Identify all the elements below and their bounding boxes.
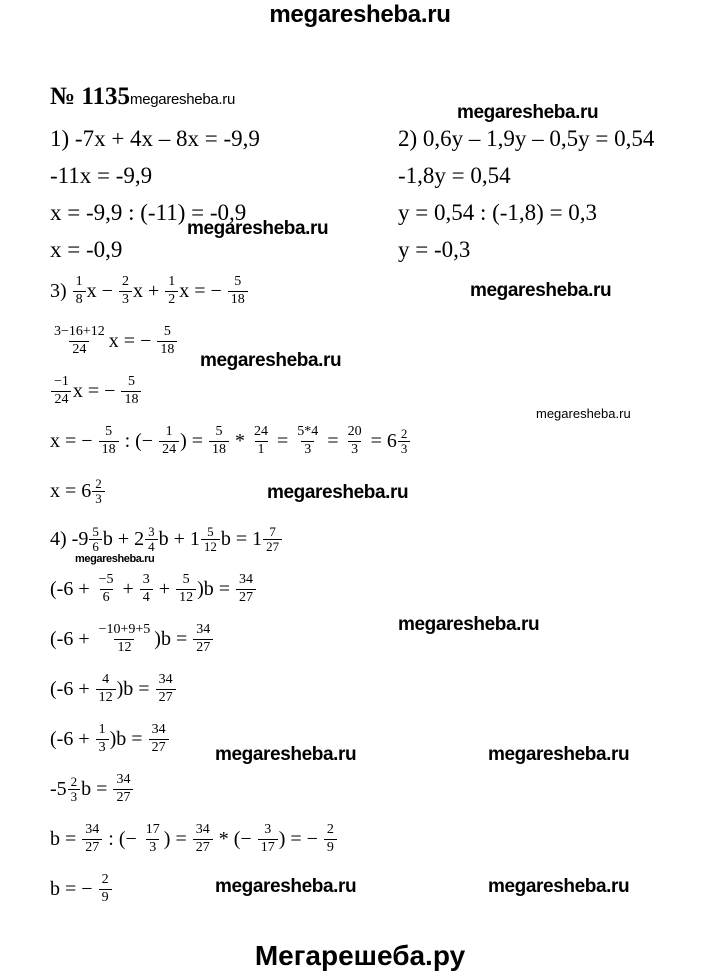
fraction: $\frac{34}{27}$ bbox=[113, 772, 133, 805]
fraction: $\frac{3-16+12}{24}$ bbox=[54, 324, 105, 357]
math-text: b = bbox=[81, 777, 113, 800]
problem-heading bbox=[50, 82, 235, 112]
math-text: 1) -7x + 4x – 8x = -9,9 bbox=[50, 125, 260, 151]
math-line bbox=[50, 764, 338, 814]
math-text: (-6 + bbox=[50, 727, 95, 750]
math-text: 4) - bbox=[50, 527, 79, 550]
mixed-number bbox=[57, 775, 82, 803]
solution-part-3 bbox=[50, 266, 411, 516]
math-text: 3) bbox=[50, 279, 72, 302]
math-text: b = bbox=[50, 827, 82, 850]
math-text: (-6 + bbox=[50, 677, 95, 700]
problem-number: № 1135 bbox=[50, 83, 130, 110]
math-line bbox=[50, 814, 338, 864]
math-text: )b = bbox=[154, 627, 193, 650]
mixed-number-whole: 6 bbox=[386, 429, 397, 452]
math-line bbox=[50, 614, 338, 664]
site-watermark-inline: megaresheba.ru bbox=[130, 91, 236, 108]
math-line bbox=[50, 120, 260, 157]
fraction: $\frac{5}{12}$ bbox=[176, 572, 196, 605]
math-text: )b = bbox=[197, 577, 236, 600]
site-watermark: megaresheba.ru bbox=[398, 614, 540, 635]
site-watermark: megaresheba.ru bbox=[470, 280, 612, 301]
fraction: $\frac{1}{24}$ bbox=[159, 424, 179, 457]
math-text: )b = bbox=[116, 677, 155, 700]
site-watermark: megaresheba.ru bbox=[215, 876, 357, 897]
math-text: -11x = -9,9 bbox=[50, 162, 153, 188]
math-text: x = − bbox=[108, 329, 157, 352]
math-line bbox=[398, 120, 654, 157]
math-text: - bbox=[50, 777, 57, 800]
math-text: * bbox=[230, 429, 251, 452]
fraction: $\frac{2}{3}$ bbox=[398, 427, 411, 455]
fraction: $\frac{4}{12}$ bbox=[96, 672, 116, 705]
math-line bbox=[398, 194, 654, 231]
mixed-number bbox=[78, 525, 103, 553]
math-line bbox=[398, 157, 654, 194]
fraction: $\frac{2}{3}$ bbox=[68, 775, 81, 803]
site-watermark: megaresheba.ru bbox=[215, 744, 357, 765]
mixed-number bbox=[190, 525, 221, 553]
math-text: -1,8y = 0,54 bbox=[398, 162, 511, 188]
math-line bbox=[50, 664, 338, 714]
mixed-number-whole: 6 bbox=[81, 479, 92, 502]
math-text: (-6 + bbox=[50, 627, 95, 650]
solution-part-1 bbox=[50, 120, 260, 268]
fraction: $\frac{2}{9}$ bbox=[99, 872, 112, 905]
math-text: y = 0,54 : (-1,8) = 0,3 bbox=[398, 199, 598, 225]
fraction: $\frac{24}{1}$ bbox=[254, 424, 269, 457]
math-line bbox=[398, 231, 654, 268]
math-text: : (− bbox=[119, 429, 159, 452]
site-watermark: megaresheba.ru bbox=[267, 482, 409, 503]
fraction: $\frac{17}{3}$ bbox=[145, 822, 160, 855]
fraction: $\frac{34}{27}$ bbox=[82, 822, 102, 855]
fraction: $\frac{34}{27}$ bbox=[193, 822, 213, 855]
fraction: $\frac{2}{3}$ bbox=[119, 274, 132, 307]
fraction: $\frac{1}{3}$ bbox=[96, 722, 109, 755]
site-watermark: megaresheba.ru bbox=[75, 553, 155, 565]
math-text: x − bbox=[86, 279, 118, 302]
math-text: x = − bbox=[50, 429, 98, 452]
math-line bbox=[50, 157, 260, 194]
fraction: $\frac{3}{4}$ bbox=[145, 525, 158, 553]
math-text: + bbox=[117, 577, 139, 600]
math-text: : (− bbox=[103, 827, 142, 850]
solution-part-4 bbox=[50, 514, 338, 914]
fraction: $\frac{5}{18}$ bbox=[99, 424, 119, 457]
math-text: x = − bbox=[72, 379, 121, 402]
fraction: $\frac{34}{27}$ bbox=[149, 722, 169, 755]
math-line bbox=[50, 266, 411, 316]
site-watermark: megaresheba.ru bbox=[488, 744, 630, 765]
math-line bbox=[50, 416, 411, 466]
math-text: x = -9,9 : (-11) = -0,9 bbox=[50, 199, 247, 225]
fraction: $\frac{5}{18}$ bbox=[228, 274, 248, 307]
site-watermark: megaresheba.ru bbox=[200, 350, 342, 371]
fraction: $\frac{1}{2}$ bbox=[165, 274, 178, 307]
math-text: x + bbox=[132, 279, 165, 302]
fraction: $\frac{5}{12}$ bbox=[201, 525, 220, 553]
math-line bbox=[50, 564, 338, 614]
solution-part-2 bbox=[398, 120, 654, 268]
fraction: $\frac{1}{8}$ bbox=[73, 274, 86, 307]
fraction: $\frac{2}{9}$ bbox=[324, 822, 337, 855]
mixed-number bbox=[387, 427, 412, 455]
fraction: $\frac{2}{3}$ bbox=[92, 477, 105, 505]
fraction: $\frac{5}{18}$ bbox=[157, 324, 177, 357]
site-footer: Мегарешеба.ру bbox=[254, 940, 466, 971]
site-watermark: megaresheba.ru bbox=[187, 218, 329, 239]
mixed-number-whole: 1 bbox=[189, 527, 200, 550]
mixed-number-whole: 9 bbox=[78, 527, 89, 550]
mixed-number bbox=[252, 525, 283, 553]
math-text: = bbox=[322, 429, 344, 452]
math-line bbox=[50, 366, 411, 416]
mixed-number bbox=[81, 477, 106, 505]
mixed-number-whole: 1 bbox=[252, 527, 263, 550]
fraction: $\frac{5*4}{3}$ bbox=[297, 424, 319, 457]
site-watermark: megaresheba.ru bbox=[488, 876, 630, 897]
fraction: $\frac{-10+9+5}{12}$ bbox=[98, 622, 151, 655]
math-text: x = bbox=[50, 479, 82, 502]
fraction: $\frac{3}{17}$ bbox=[258, 822, 278, 855]
math-text: 2) 0,6y – 1,9y – 0,5y = 0,54 bbox=[398, 125, 655, 151]
site-watermark: megaresheba.ru bbox=[536, 406, 631, 421]
math-text: y = -0,3 bbox=[398, 236, 471, 262]
math-text: x = − bbox=[179, 279, 227, 302]
math-text: b = bbox=[220, 527, 253, 550]
fraction: $\frac{3}{4}$ bbox=[140, 572, 153, 605]
math-text: x = -0,9 bbox=[50, 236, 123, 262]
math-text: = bbox=[272, 429, 294, 452]
fraction: $\frac{34}{27}$ bbox=[193, 622, 213, 655]
math-text: b + bbox=[102, 527, 135, 550]
fraction: $\frac{34}{27}$ bbox=[236, 572, 256, 605]
fraction: $\frac{34}{27}$ bbox=[156, 672, 176, 705]
fraction: $\frac{20}{3}$ bbox=[347, 424, 362, 457]
fraction: $\frac{7}{27}$ bbox=[263, 525, 282, 553]
math-text: * (− bbox=[213, 827, 257, 850]
fraction: $\frac{5}{6}$ bbox=[89, 525, 102, 553]
fraction: $\frac{5}{18}$ bbox=[209, 424, 229, 457]
math-text: + bbox=[153, 577, 176, 600]
mixed-number bbox=[134, 525, 159, 553]
fraction: $\frac{-1}{24}$ bbox=[51, 374, 72, 407]
math-text: (-6 + bbox=[50, 577, 95, 600]
math-text: ) = bbox=[180, 429, 209, 452]
mixed-number-whole: 5 bbox=[56, 777, 67, 800]
math-text: ) = bbox=[163, 827, 192, 850]
math-text: b = − bbox=[50, 877, 98, 900]
site-watermark: megaresheba.ru bbox=[457, 102, 599, 123]
math-text: ) = − bbox=[278, 827, 323, 850]
math-text: )b = bbox=[109, 727, 148, 750]
fraction: $\frac{-5}{6}$ bbox=[98, 572, 114, 605]
math-text: b + bbox=[158, 527, 190, 550]
math-text: = bbox=[365, 429, 387, 452]
site-watermark-header: megaresheba.ru bbox=[269, 1, 451, 28]
fraction: $\frac{5}{18}$ bbox=[121, 374, 141, 407]
mixed-number-whole: 2 bbox=[134, 527, 145, 550]
